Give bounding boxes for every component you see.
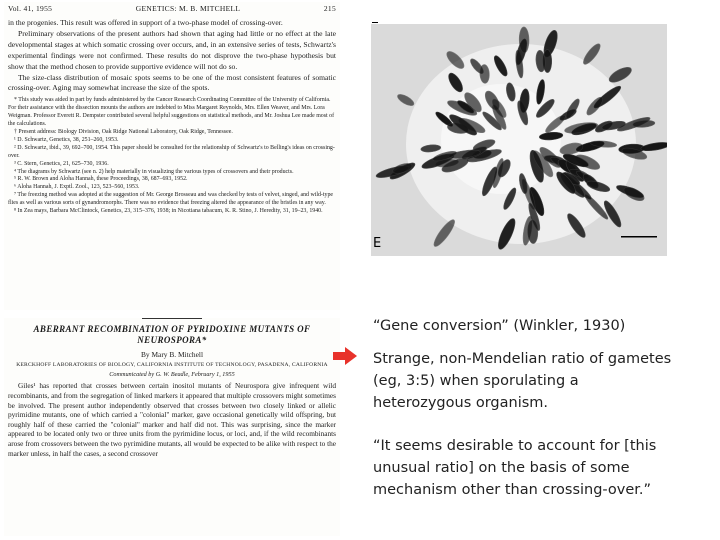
article-title: ABERRANT RECOMBINATION OF PYRIDOXINE MUTANTS OF NEUROSPORA*	[33, 324, 311, 345]
red-arrow-icon	[333, 347, 357, 365]
running-head-page: 215	[323, 4, 336, 13]
running-head-volume: Vol. 41, 1955	[8, 4, 53, 13]
footnote: ⁷ The freezing method was adopted at the suggestion of Mr. George Brosseau and was checked by tests of velvet, singed, and wild-type flies as well as various sorts of gynandromorphs. There was no evidence that freezing altered the appearance of the bristles in any way.	[8, 192, 334, 207]
running-head-title: GENETICS: M. B. MITCHELL	[135, 4, 241, 13]
slide-paragraph-quote: “It seems desirable to account for [this unusual ratio] on the basis of some mechanism other than crossing-over.”	[373, 438, 657, 498]
scanned-page-top	[4, 2, 340, 310]
footnote: ² D. Schwartz, ibid., 39, 692–700, 1954. This paper should be consulted for the relationship of Schwartz's to Belling's ideas on crossing-over.	[8, 144, 335, 159]
footnote: † Present address: Biology Division, Oak Ridge National Laboratory, Oak Ridge, Tennessee.	[14, 128, 233, 135]
footnote: ¹ D. Schwartz, Genetics, 38, 251–260, 1953.	[14, 136, 119, 143]
scan-top-body	[4, 16, 340, 94]
ascus-micrograph	[371, 24, 667, 256]
article-body	[4, 378, 340, 458]
article-communicated: Communicated by G. W. Beadle, February 1, 1955	[109, 371, 235, 379]
footnotes	[4, 94, 340, 216]
footnote: ³ C. Stern, Genetics, 21, 625–730, 1936.	[14, 160, 109, 167]
article-affiliation: KERCKHOFF LABORATORIES OF BIOLOGY, CALIFORNIA INSTITUTE OF TECHNOLOGY, PASADENA, CALIFORNIA	[16, 362, 328, 368]
body-paragraph: Preliminary observations of the present authors had shown that aging had little or no effect at the late developmental stages at which somatic crossing over occurs, and, in an extensive series of tests, Schwartz's experimental findings were not confirmed. These results do not disprove the two-phase hypothesis but show that the method chosen to provide supportive evidence will not do so.	[8, 28, 336, 71]
scan-mark	[372, 22, 378, 23]
slide-heading: “Gene conversion” (Winkler, 1930)	[373, 318, 626, 334]
footnote: ⁶ Aloha Hannah, J. Exptl. Zool., 123, 523–560, 1953.	[14, 184, 140, 191]
running-head	[4, 2, 340, 16]
ascospore	[519, 27, 529, 53]
body-paragraph: in the progenies. This result was offered in support of a two-phase model of crossing-over.	[8, 18, 283, 27]
body-paragraph: The size-class distribution of mosaic spots seems to be one of the most consistent features of somatic crossing-over. Aging may somewhat increase the size of the spots.	[8, 72, 336, 93]
figure-label: E	[373, 236, 382, 251]
ascus-micrograph-image	[371, 24, 667, 256]
article-paragraph: Giles¹ has reported that crosses between certain inositol mutants of Neurospora give infrequent wild recombinants, and from the segregation of linked markers it appeared that multiple crossovers might sometimes be involved. The present author independently observed that crosses between two closely linked or allelic pyrimidine mutants, one of which carried a "colonial" marker, gave occasional genetically wild offspring, but roughly half of these carried the "colonial" marker and half did not. This was surprising, since the marker appeared to be located only two or three units from the pyrimidine locus, or loci, and, if the wild recombinants arose from crossovers between the two pyrimidine mutants, all would be expected to be alike with respect to the marker unless, in half the cases, a second crossover	[8, 381, 336, 458]
footnote: ⁸ In Zea mays, Barbara McClintock, Genetics, 23, 315–376, 1938; in Nicotiana tabacum, K. R. Stino, J. Heredity, 31, 19–23, 1940.	[14, 208, 323, 215]
footnote: ⁴ The diagrams by Schwartz (see n. 2) help materially in visualizing the various types of crossovers and their products.	[14, 168, 294, 175]
article-byline: By Mary B. Mitchell	[141, 350, 203, 359]
slide-paragraph-ratio: Strange, non-Mendelian ratio of gametes (eg, 3:5) when sporulating a heterozygous organism.	[373, 351, 672, 411]
footnote: ⁵ R. W. Brown and Aloha Hannah, these Proceedings, 38, 687–693, 1952.	[14, 176, 188, 183]
separator-rule	[142, 318, 202, 319]
footnote: * This study was aided in part by funds administered by the Cancer Research Coordinating Committee of the University of California. For their assistance with the dissection mounts the authors are indebted to Miss Margaret Reynolds, Mrs. Ellen Weaver, and Mrs. Lora Weigman. Professor Everett R. Dempster contributed several helpful suggestions on statistical methods, and Mr. Joshua Lee made most of the calculations.	[8, 97, 335, 128]
scanned-page-bottom	[4, 318, 340, 536]
